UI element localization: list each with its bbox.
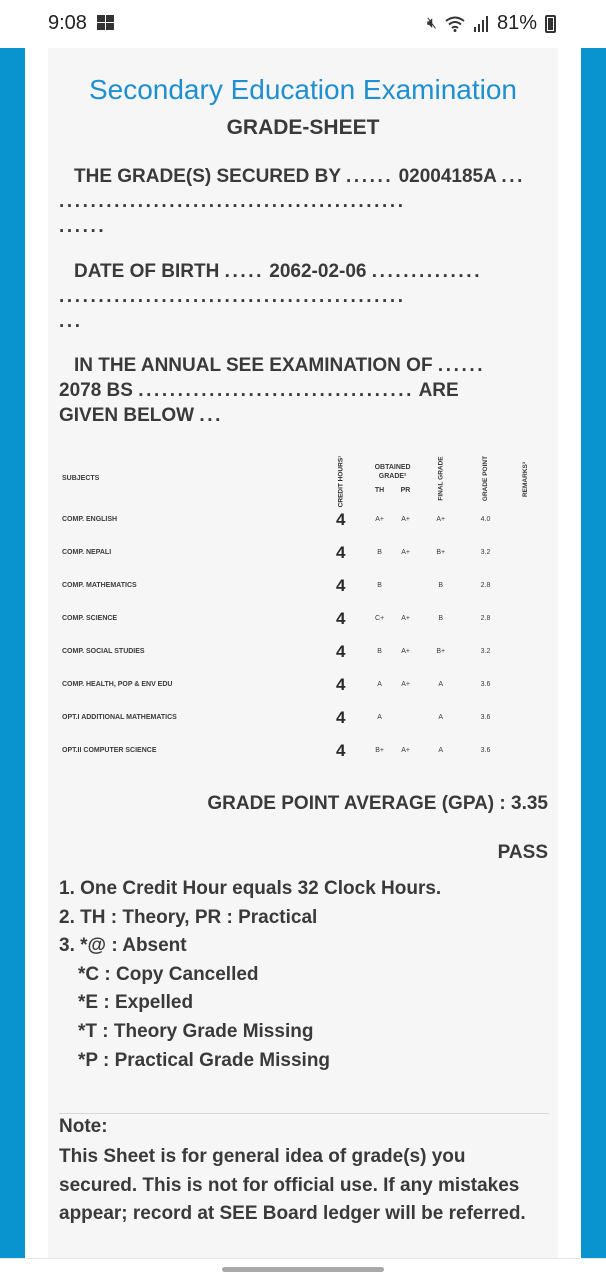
dob-paragraph: DATE OF BIRTH ..... 2062-02-06 .............. ............................................ ... — [59, 261, 483, 332]
battery-percent: 81% — [496, 12, 537, 34]
final-grade-cell: A — [438, 714, 444, 721]
th-grade-cell: B — [377, 549, 382, 556]
table-header-row — [60, 453, 552, 503]
pr-grade-cell — [393, 569, 419, 602]
grade-point-cell: 3.6 — [480, 747, 491, 754]
status-bar — [0, 0, 606, 48]
pr-grade-cell: A+ — [401, 747, 410, 754]
legend-item: 2. TH : Theory, PR : Practical — [59, 906, 318, 928]
windows-icon — [97, 15, 115, 31]
divider — [59, 1113, 549, 1114]
page-title: Secondary Education Examination — [88, 74, 518, 105]
remarks-cell — [508, 635, 552, 668]
header-th: TH — [374, 486, 385, 494]
header-credit-hours: CREDIT HOURS¹ — [337, 455, 345, 508]
grade-point-cell: 2.8 — [480, 615, 491, 622]
table-row — [60, 668, 552, 701]
home-gesture-handle[interactable] — [222, 1267, 384, 1272]
remarks-cell — [508, 569, 552, 602]
pr-grade-cell: A+ — [401, 648, 410, 655]
th-grade-cell: B — [377, 582, 382, 589]
exam-year: 2078 BS — [59, 380, 133, 401]
header-subjects: SUBJECTS — [62, 474, 100, 482]
table-row — [60, 635, 552, 668]
final-grade-cell: A+ — [436, 516, 446, 523]
remarks-cell — [508, 701, 552, 734]
secured-by-label: THE GRADE(S) SECURED BY — [74, 166, 341, 187]
mute-icon: 🔇︎ — [426, 14, 437, 32]
credit-hours-cell: 4 — [336, 740, 346, 760]
final-grade-cell: A — [438, 681, 444, 688]
grade-point-cell: 4.0 — [480, 516, 491, 523]
left-accent-bar — [0, 48, 25, 1258]
table-row — [60, 734, 552, 767]
battery-icon — [545, 15, 556, 33]
legend-item: 1. One Credit Hour equals 32 Clock Hours. — [59, 878, 442, 899]
table-row — [60, 602, 552, 635]
final-grade-cell: B — [438, 615, 444, 622]
remarks-cell — [508, 668, 552, 701]
symbol-number: 02004185A — [398, 166, 497, 187]
th-grade-cell: A+ — [375, 516, 384, 523]
navigation-bar — [0, 1258, 606, 1280]
gpa-value: GRADE POINT AVERAGE (GPA) : 3.35 — [207, 793, 548, 814]
status-right — [427, 12, 556, 35]
page-subtitle: GRADE-SHEET — [226, 116, 380, 139]
subject-cell: COMP. SCIENCE — [62, 615, 118, 622]
wifi-icon — [445, 16, 465, 32]
final-grade-cell: A — [438, 747, 444, 754]
exam-label: IN THE ANNUAL SEE EXAMINATION OF — [74, 355, 433, 376]
pr-grade-cell: A+ — [401, 516, 410, 523]
grade-point-cell: 3.2 — [480, 648, 491, 655]
right-accent-bar — [581, 48, 606, 1258]
legend-subitem: *C : Copy Cancelled — [78, 963, 259, 985]
final-grade-cell: B+ — [436, 549, 446, 556]
th-grade-cell: A — [377, 714, 382, 721]
grade-point-cell: 3.6 — [480, 681, 491, 688]
grade-point-cell: 3.2 — [480, 549, 491, 556]
exam-paragraph: IN THE ANNUAL SEE EXAMINATION OF ...... 2078 BS ................................... ARE GIVEN BELOW ... — [59, 355, 486, 426]
th-grade-cell: B+ — [375, 747, 384, 754]
credit-hours-cell: 4 — [336, 575, 346, 595]
header-remarks: REMARKS³ — [522, 461, 530, 497]
remarks-cell — [508, 602, 552, 635]
remarks-cell — [508, 503, 552, 536]
note-title: Note: — [59, 1116, 108, 1137]
subject-cell: COMP. ENGLISH — [62, 516, 118, 523]
final-grade-cell: B+ — [436, 648, 446, 655]
dob-value: 2062-02-06 — [269, 261, 367, 282]
pr-grade-cell: A+ — [401, 615, 410, 622]
th-grade-cell: C+ — [375, 615, 385, 622]
table-row — [60, 569, 552, 602]
remarks-cell — [508, 734, 552, 767]
credit-hours-cell: 4 — [336, 674, 346, 694]
grade-point-cell: 2.8 — [480, 582, 491, 589]
table-row — [60, 503, 552, 536]
subject-cell: COMP. NEPALI — [62, 549, 112, 556]
subject-cell: COMP. HEALTH, POP & ENV EDU — [62, 681, 173, 688]
legend-subitem: *P : Practical Grade Missing — [78, 1049, 331, 1071]
status-time: 9:08 — [48, 12, 87, 34]
credit-hours-cell: 4 — [336, 641, 346, 661]
credit-hours-cell: 4 — [336, 509, 346, 529]
grades-table — [60, 453, 552, 767]
subject-cell: COMP. SOCIAL STUDIES — [62, 648, 145, 655]
subject-cell: OPT.II COMPUTER SCIENCE — [62, 747, 157, 754]
grade-sheet — [48, 48, 558, 1258]
pr-grade-cell: A+ — [401, 681, 410, 688]
pr-grade-cell: A+ — [401, 549, 410, 556]
subject-cell: COMP. MATHEMATICS — [62, 582, 137, 589]
th-grade-cell: A — [377, 681, 382, 688]
pr-grade-cell — [393, 701, 419, 734]
legend-item: 3. *@ : Absent — [59, 935, 187, 957]
header-obtained-grade: OBTAINED GRADE² — [374, 463, 411, 480]
dob-label: DATE OF BIRTH — [74, 261, 220, 282]
header-final-grade: FINAL GRADE — [437, 455, 445, 501]
subject-cell: OPT.I ADDITIONAL MATHEMATICS — [62, 714, 177, 721]
header-grade-point: GRADE POINT — [482, 455, 489, 501]
legend-subitem: *E : Expelled — [78, 992, 194, 1014]
secured-by-paragraph: THE GRADE(S) SECURED BY ...... 02004185A ... ............................................ ...... — [59, 166, 526, 237]
note-body: This Sheet is for general idea of grade(s) you secured. This is not for official use. If any mistakes appear; record at SEE Board ledger will be referred. — [59, 1146, 526, 1224]
credit-hours-cell: 4 — [336, 608, 346, 628]
legend — [59, 875, 549, 1075]
credit-hours-cell: 4 — [336, 707, 346, 727]
final-grade-cell: B — [438, 582, 444, 589]
legend-subitem: *T : Theory Grade Missing — [78, 1020, 314, 1042]
signal-icon — [473, 16, 489, 32]
th-grade-cell: B — [377, 648, 382, 655]
table-row — [60, 701, 552, 734]
remarks-cell — [508, 536, 552, 569]
header-pr: PR — [400, 486, 411, 494]
grade-point-cell: 3.6 — [480, 714, 491, 721]
credit-hours-cell: 4 — [336, 542, 346, 562]
result-status: PASS — [497, 842, 548, 863]
table-row — [60, 536, 552, 569]
